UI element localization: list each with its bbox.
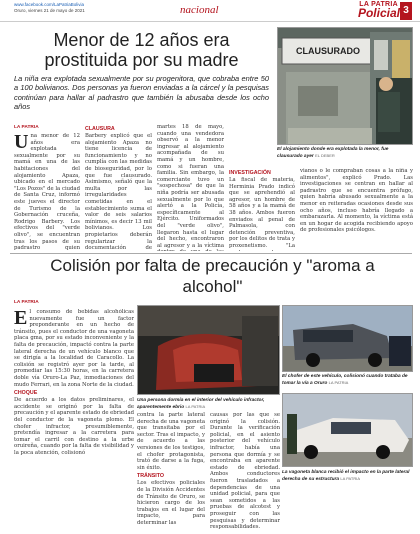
story1-byline: LA PATRIA — [14, 125, 39, 130]
story1-col4-heading: INVESTIGACIÓN — [229, 170, 271, 176]
page-header — [0, 0, 420, 22]
page-number: 3 — [400, 2, 412, 20]
brand-top: LA PATRIA — [359, 1, 398, 8]
story1-col2-text: Barbery explicó que el alojamiento Apaza no tiene licencia de funcionamiento y no cumplía con las medidas de bioseguridad, por lo que fue clausurado. Asimismo, señaló que la multa por las irregularidades cometidas en el establecimiento suma el valor de seis salarios mínimos, es decir 13 mil bolivianos. Los propietarios deberán regularizar la documentación de — [85, 133, 152, 251]
story1-col3 — [157, 124, 224, 251]
white-car-image — [283, 394, 413, 467]
story1-col4 — [229, 168, 295, 251]
story2-col1b-text: De acuerdo a los datos preliminares, el accidente se originó por la falta de precaución y el aparente estado de ebriedad del conductor de la vagoneta plomo. El chofer infractor, presumiblemente, pretendía ingresar a la carretera para tomar el carril con destino a la urbe oruireña, cuando por la falta de visibilidad y la poca atención, colisionó — [14, 397, 134, 456]
caption-text: El alojamiento donde era explotada la menor, fue clausurado ayer — [277, 147, 389, 159]
story2-col2-text: contra la parte lateral derecha de una vagoneta que transitaba por el sector. Tras el impacto, y de acuerdo a las versiones de los testigos, el chofer protagonista, trató de darse a la fuga, sin éxito. — [137, 412, 205, 471]
caption-text: La vagoneta blanca recibió el impacto en la parte lateral derecha de su estructura — [282, 470, 410, 482]
caption-credit: LA PATRIA — [185, 404, 206, 409]
story2-col2 — [137, 412, 205, 534]
car-interior-image — [138, 306, 280, 395]
dropcap: E — [14, 309, 28, 329]
story1-col2 — [85, 124, 152, 251]
story2-photo-white-car — [282, 393, 413, 467]
story2-col1-heading: CHOQUE — [14, 390, 38, 397]
brand-bottom: Policial — [357, 6, 400, 20]
caption-credit: EL DEBER — [315, 153, 335, 158]
story1-photo — [277, 27, 413, 145]
brand-logo — [318, 1, 412, 21]
story2-col1 — [14, 309, 134, 534]
story1-col4-text: La fiscal de materia, Herminia Prado indicó que se aprehendió al agresor, un hombre de 58 años y a la mamá de 38 años. Ambos fueron enviados al penal de Palmasola, con detención preventiva, por los delitos de trata y proxenetismo. "La — [229, 177, 295, 249]
story1-col1 — [14, 133, 80, 251]
caption-text: Una persona dormía en el interior del vehículo infractor, aparentemente ebrio — [137, 398, 265, 410]
dateline: Oruro, viernes 21 de mayo de 2021 — [14, 7, 85, 13]
story2-byline: LA PATRIA — [14, 300, 39, 305]
caption-credit: LA PATRIA — [328, 380, 349, 385]
story1-headline: Menor de 12 años era prostituida por su madre — [44, 30, 239, 70]
section-label: nacional — [180, 4, 219, 16]
caption-credit: LA PATRIA — [340, 476, 361, 481]
story2-col3 — [210, 412, 280, 534]
clausurado-sign: CLAUSURADO — [296, 46, 360, 56]
story1-photo-caption — [277, 147, 413, 160]
story2-photo-interior — [137, 305, 280, 395]
story1-lede: La niña era explotada sexualmente por su progenitora, que cobraba entre 50 a 100 bolivianos. Dos personas ya fueron enviadas a la cárcel y la pesquisas continúan para hallar al padrastro que también la abusaba desde los ocho años — [14, 74, 269, 111]
story2-col2b-text: Los efectivos policiales de la División Accidentes de Tránsito de Oruro, se hicieron cargo de los trabajos en el lugar del impacto, para determinar las — [137, 480, 205, 526]
facebook-link[interactable]: www.facebook.com/LaPatriaBolivia — [14, 2, 85, 7]
story1-col5-text: vianos o le compraban cosas a la niña y alimentos", explicó Prado. Las investigaciones se centran en hallar al padrastro que se encuentra prófugo, quien habría abusado sexualmente a la menor en reiteradas ocasiones desde sus ocho años, incluso habría llegado a embarazarla. Al momento, la víctima está en un hogar de acogida recibiendo apoyo de profesionales psicólogos. — [300, 168, 413, 234]
header-meta — [14, 2, 124, 13]
story2-headline: Colisión por falta de precaución y "aroma a alcohol" — [50, 256, 375, 296]
story1-col5 — [300, 168, 413, 251]
story1-col1-text: na menor de 12 años era explotada sexualmente por su mamá en una de las habitaciones del alojamiento Apaza, ubicado en el mercado "Los Pozos" de la ciudad de Santa Cruz, informó este jueves el director de Turismo de la Gobernación cruceña, Rodrigo Barbery. Los efectivos del "verde olivo", se encuentran tras los pasos de su padrastro quien — [14, 133, 80, 251]
story1-col2-heading: CLAUSURA — [85, 126, 115, 132]
caption-text: El chofer de este vehículo, colisionó cuando trataba de tomar la vía a Oruro — [282, 374, 408, 386]
story2-photo4-caption — [282, 470, 413, 483]
story2-col3-text: causas por las que se originó la colisión. Durante la verificación policial, en el asiento posterior del vehículo infractor, había una persona que dormía y se encontraba en aparente estado de ebriedad. Ambos conductores fueron trasladados a dependencias de una unidad policial, para que sean sometidos a las pruebas de alcotest y proseguir con las pesquisas y determinar responsabilidades. — [210, 412, 280, 531]
hotel-clausura-image — [278, 28, 413, 145]
story2-photo2-caption — [137, 398, 280, 411]
story2-photo-van — [282, 305, 413, 372]
story2-col1-text: l consumo de bebidas alcohólicas nuevamente fue un factor preponderante en un hecho de tránsito, pues el conductor de una vagoneta placa gma, por su estado inconveniente y la falta de precaución, impactó contra la parte lateral derecha de un vehículo blanco que se dirigía a la localidad de Caracollo. La colisión se registró ayer por la tarde, al promediar las 15:30 horas, en la carretera doble vía Oruro-La Paz, inmediaciones del mudo Ferrari, en la zona Norte de la ciudad. — [14, 309, 134, 388]
story-divider — [10, 253, 412, 254]
grey-van-image — [283, 306, 413, 372]
story2-col2-heading: TRÁNSITO — [137, 473, 164, 480]
story1-col3-text: martes 18 de mayo, cuando una vendedora observó a la menor ingresar al alojamiento acompañada de su mamá y un hombre, como si fueran una familia. Sin embargo, la comerciante tuvo un "sospechosa" de que la niña podría ser abusada sexualmente por lo que alertó a la Policía, específicamente al Ejército. Uniformados del "verde olivo", llegaron hasta el lugar del hecho, encontraron al agresor y a la víctima — [157, 124, 224, 249]
story2-photo3-caption — [282, 374, 413, 387]
dropcap: U — [14, 133, 29, 153]
